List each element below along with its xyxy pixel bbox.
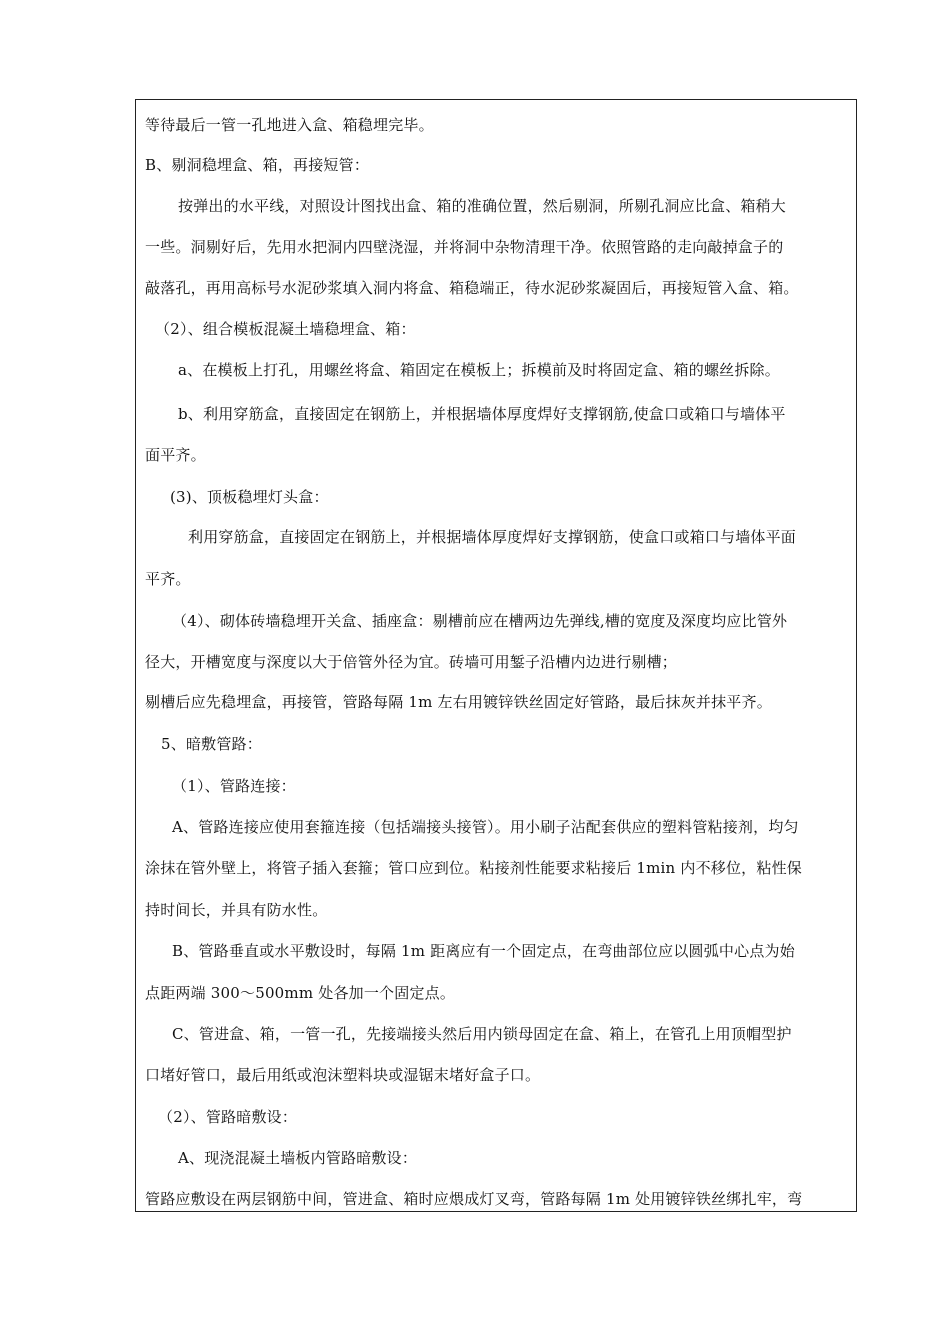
text-line-12: 平齐。 — [145, 570, 191, 588]
text-line-2: B、剔洞稳埋盒、箱，再接短管： — [145, 156, 370, 174]
text-line-21: B、管路垂直或水平敷设时，每隔 1m 距离应有一个固定点，在弯曲部位应以圆弧中心点为始 — [172, 942, 795, 960]
text-line-26: A、现浇混凝土墙板内管路暗敷设： — [178, 1149, 418, 1167]
text-line-15: 剔槽后应先稳埋盒，再接管，管路每隔 1m 左右用镀锌铁丝固定好管路，最后抹灰并抹平齐。 — [145, 693, 772, 711]
text-line-16: 5、暗敷管路： — [161, 735, 262, 753]
text-line-20: 持时间长，并具有防水性。 — [145, 901, 328, 919]
text-line-11: 利用穿筋盒，直接固定在钢筋上，并根据墙体厚度焊好支撑钢筋，使盒口或箱口与墙体平面 — [188, 528, 797, 546]
text-line-25: （2）、管路暗敷设： — [158, 1108, 298, 1126]
text-line-9: 面平齐。 — [145, 446, 206, 464]
text-line-19: 涂抹在管外壁上，将管子插入套箍；管口应到位。粘接剂性能要求粘接后 1min 内不移位，粘性保 — [145, 859, 802, 877]
text-line-4: 一些。洞剔好后，先用水把洞内四壁浇湿，并将洞中杂物清理干净。依照管路的走向敲掉盒子的 — [145, 238, 784, 256]
text-line-17: （1）、管路连接： — [172, 777, 296, 795]
text-line-27: 管路应敷设在两层钢筋中间，管进盒、箱时应煨成灯叉弯，管路每隔 1m 处用镀锌铁丝绑扎牢，弯 — [145, 1190, 803, 1208]
text-line-22: 点距两端 300～500mm 处各加一个固定点。 — [145, 984, 456, 1002]
text-line-6: （2）、组合模板混凝土墙稳埋盒、箱： — [155, 320, 416, 338]
text-line-24: 口堵好管口，最后用纸或泡沫塑料块或湿锯末堵好盒子口。 — [145, 1066, 541, 1084]
text-line-5: 敲落孔，再用高标号水泥砂浆填入洞内将盒、箱稳端正，待水泥砂浆凝固后，再接短管入盒、箱。 — [145, 279, 799, 297]
text-line-18: A、管路连接应使用套箍连接（包括端接头接管）。用小刷子沾配套供应的塑料管粘接剂，均匀 — [172, 818, 799, 836]
text-line-10: (3)、顶板稳埋灯头盒： — [170, 488, 329, 506]
text-line-7: a、在模板上打孔，用螺丝将盒、箱固定在模板上；拆模前及时将固定盒、箱的螺丝拆除。 — [178, 361, 780, 379]
text-line-14: 径大，开槽宽度与深度以大于倍管外径为宜。砖墙可用錾子沿槽内边进行剔槽； — [145, 653, 678, 671]
text-line-13: （4）、砌体砖墙稳埋开关盒、插座盒：剔槽前应在槽两边先弹线,槽的宽度及深度均应比管外 — [172, 612, 788, 630]
text-line-3: 按弹出的水平线，对照设计图找出盒、箱的准确位置，然后剔洞，所剔孔洞应比盒、箱稍大 — [178, 197, 787, 215]
text-line-23: C、管进盒、箱，一管一孔，先接端接头然后用内锁母固定在盒、箱上，在管孔上用顶帽型护 — [172, 1025, 792, 1043]
text-line-1: 等待最后一管一孔地进入盒、箱稳埋完毕。 — [145, 116, 434, 134]
text-line-8: b、利用穿筋盒，直接固定在钢筋上，并根据墙体厚度焊好支撑钢筋,使盒口或箱口与墙体平 — [178, 405, 786, 423]
